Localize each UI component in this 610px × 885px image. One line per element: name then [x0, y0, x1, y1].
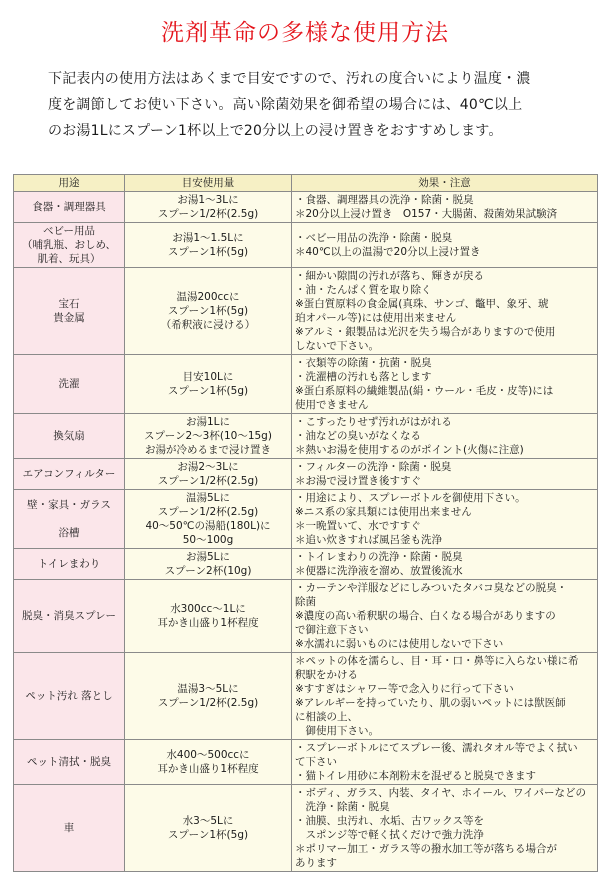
cell-line: ＊追い炊きすれば風呂釜も洗浄 [295, 534, 442, 546]
cell-line: ※ニス系の家具類には使用出来ません [295, 506, 472, 518]
cell-line: スプーン1杯(5g) [167, 246, 249, 258]
cell-line: ＊一晩置いて、水ですすぐ [295, 520, 421, 532]
cell-line: ・洗濯槽の汚れも落とします [295, 371, 432, 383]
use-cell [14, 549, 125, 580]
cell-line: エアコンフィルター [22, 468, 116, 480]
dose-cell [125, 223, 292, 268]
cell-line: 車 [63, 822, 75, 834]
cell-line: 耳かき山盛り1杯程度 [157, 617, 259, 629]
effect-cell [292, 459, 598, 490]
table-row [14, 355, 598, 414]
dose-cell [125, 740, 292, 785]
effect-cell [292, 192, 598, 223]
intro-text [48, 66, 568, 144]
cell-line: 洗浄・除菌・脱臭 [295, 801, 390, 813]
table-row [14, 740, 598, 785]
dose-cell [125, 549, 292, 580]
cell-line: 貴金属 [53, 312, 85, 324]
cell-line: 温湯5Lに [185, 492, 231, 504]
table-row [14, 653, 598, 740]
header-dose: 目安使用量 [125, 175, 292, 192]
table-row [14, 223, 598, 268]
cell-line: ※アルミ・銀製品は光沢を失う場合がありますので使用 [295, 326, 556, 338]
cell-line: お湯5Lに [185, 551, 231, 563]
use-cell [14, 223, 125, 268]
page-title: 洗剤革命の多様な使用方法 [161, 20, 449, 46]
table-row [14, 459, 598, 490]
cell-line: 肌着、玩具） [37, 253, 101, 265]
table-row [14, 268, 598, 355]
cell-line: 珀オパール等)には使用出来ません [295, 312, 457, 324]
cell-line: お湯が冷めるまで浸け置き [145, 444, 271, 456]
cell-line: ※水濡れに弱いものには使用しないで下さい [295, 638, 504, 650]
use-cell [14, 414, 125, 459]
cell-line: 宝石 [58, 298, 80, 310]
table-row [14, 490, 598, 549]
effect-cell [292, 355, 598, 414]
cell-line: 脱臭・消臭スプレー [21, 610, 117, 622]
cell-line: ＊熱いお湯を使用するのがポイント(火傷に注意) [295, 444, 524, 456]
cell-line: ・カーテンや洋服などにしみついたタバコ臭などの脱臭・ [295, 582, 568, 594]
usage-table [13, 174, 598, 872]
cell-line: スプーン2杯(10g) [164, 565, 252, 577]
header-use: 用途 [14, 175, 125, 192]
table-row [14, 192, 598, 223]
cell-line: ・用途により、スプレーボトルを御使用下さい。 [295, 492, 526, 504]
cell-line: ・トイレまわりの洗浄・除菌・脱臭 [295, 551, 463, 563]
intro-line: 度を調節してお使い下さい。高い除菌効果を御希望の場合には、40℃以上 [48, 97, 523, 113]
cell-line: ・油膜、虫汚れ、水垢、古ワックス等を [295, 815, 484, 827]
use-cell [14, 653, 125, 740]
effect-cell [292, 223, 598, 268]
use-cell [14, 192, 125, 223]
cell-line: 50～100g [182, 534, 234, 546]
dose-cell [125, 490, 292, 549]
intro-line: 下記表内の使用方法はあくまで目安ですので、汚れの度合いにより温度・濃 [48, 71, 531, 87]
cell-line: ＊40℃以上の温湯で20分以上浸け置き [295, 246, 481, 258]
cell-line: ・食器、調理器具の洗浄・除菌・脱臭 [295, 194, 474, 206]
cell-line: 温湯3～5Lに [177, 683, 239, 695]
effect-cell [292, 740, 598, 785]
dose-cell [125, 653, 292, 740]
cell-line: トイレまわり [37, 558, 101, 570]
cell-line: ペット汚れ 落とし [25, 690, 113, 702]
use-cell [14, 490, 125, 549]
cell-line: ＊ポリマー加工・ガラス等の撥水加工等が落ちる場合が [295, 843, 557, 855]
cell-line: スポンジ等で軽く拭くだけで強力洗浄 [295, 829, 484, 841]
cell-line: ・油・たんぱく質を取り除く [295, 284, 432, 296]
use-cell [14, 459, 125, 490]
use-cell [14, 785, 125, 872]
cell-line: ・油などの臭いがなくなる [295, 430, 421, 442]
cell-line: 食器・調理器具 [32, 201, 106, 213]
cell-line: ・衣類等の除菌・抗菌・脱臭 [295, 357, 432, 369]
cell-line: ・ボディ、ガラス、内装、タイヤ、ホイール、ワイパーなどの [295, 787, 586, 799]
cell-line: スプーン1/2杯(2.5g) [157, 208, 259, 220]
cell-line: あります [295, 857, 337, 869]
cell-line: 換気扇 [53, 430, 85, 442]
cell-line: （希釈液に浸ける） [160, 319, 256, 331]
cell-line: スプーン1杯(5g) [167, 829, 249, 841]
effect-cell [292, 549, 598, 580]
dose-cell [125, 268, 292, 355]
cell-line: スプーン2～3杯(10～15g) [144, 430, 272, 442]
cell-line: 除菌 [295, 596, 316, 608]
cell-line: ペット清拭・脱臭 [27, 756, 111, 768]
cell-line: 釈駅をかける [295, 669, 358, 681]
use-cell [14, 268, 125, 355]
cell-line: スプーン1/2杯(2.5g) [157, 506, 259, 518]
cell-line: お湯1～1.5Lに [172, 232, 244, 244]
cell-line: 壁・家具・ガラス [27, 499, 111, 511]
cell-line: 40～50℃の湯船(180L)に [145, 520, 271, 532]
cell-line: で御注意下さい [295, 624, 369, 636]
cell-line: ＊ペットの体を濡らし、目・耳・口・鼻等に入らない様に希 [295, 655, 579, 667]
cell-line: ベビー用品 [42, 225, 96, 237]
cell-line: 水400～500ccに [166, 749, 250, 761]
cell-line [17, 512, 121, 526]
cell-line: 水300cc～1Lに [170, 603, 246, 615]
use-cell [14, 580, 125, 653]
dose-cell [125, 414, 292, 459]
table-row [14, 580, 598, 653]
header-effect: 効果・注意 [292, 175, 598, 192]
table-body [14, 192, 598, 872]
cell-line: 洗濯 [58, 378, 80, 390]
cell-line: 水3～5Lに [182, 815, 234, 827]
cell-line: 使用できません [295, 399, 369, 411]
cell-line: スプーン1杯(5g) [167, 385, 249, 397]
cell-line: ※蛋白系原料の繊維製品(絹・ウール・毛皮・皮等)には [295, 385, 554, 397]
cell-line: しないで下さい。 [295, 340, 379, 352]
use-cell [14, 355, 125, 414]
effect-cell [292, 414, 598, 459]
effect-cell [292, 580, 598, 653]
cell-line: 浴槽 [58, 527, 80, 539]
table-row [14, 785, 598, 872]
cell-line: て下さい [295, 756, 337, 768]
cell-line: ・フィルターの洗浄・除菌・脱臭 [295, 461, 452, 473]
cell-line: ・猫トイレ用砂に本剤粉末を混ぜると脱臭できます [295, 770, 536, 782]
cell-line: ＊20分以上浸け置き O157・大腸菌、殺菌効果試験済 [295, 208, 558, 220]
cell-line: ・細かい隙間の汚れが落ち、輝きが戻る [295, 270, 484, 282]
cell-line: ※すすぎはシャワー等で念入りに行って下さい [295, 683, 514, 695]
cell-line: ※濃度の高い希釈駅の場合、白くなる場合がありますの [295, 610, 556, 622]
cell-line: お湯1Lに [185, 416, 231, 428]
cell-line: スプーン1杯(5g) [167, 305, 249, 317]
dose-cell [125, 785, 292, 872]
dose-cell [125, 580, 292, 653]
effect-cell [292, 268, 598, 355]
cell-line: （哺乳瓶、おしめ、 [21, 239, 117, 251]
intro-line: のお湯1Lにスプーン1杯以上で20分以上の浸け置きをおすすめします。 [48, 123, 503, 139]
cell-line: 御使用下さい。 [295, 725, 379, 737]
effect-cell [292, 785, 598, 872]
cell-line: ※アレルギーを持っていたり、肌の弱いペットには獣医師 [295, 697, 566, 709]
cell-line: ＊便器に洗浄液を溜め、放置後流水 [295, 565, 463, 577]
cell-line: お湯1～3Lに [177, 194, 239, 206]
cell-line: 耳かき山盛り1杯程度 [157, 763, 259, 775]
table-row [14, 549, 598, 580]
cell-line: ・こすったりせず汚れがはがれる [295, 416, 452, 428]
cell-line: 目安10Lに [182, 371, 234, 383]
cell-line: ＊お湯で浸け置き後すすぐ [295, 475, 422, 487]
cell-line: ・スプレーボトルにてスプレー後、濡れタオル等でよく拭い [295, 742, 578, 754]
cell-line: ※蛋白質原料の食金属(真珠、サンゴ、鼈甲、象牙、琥 [295, 298, 549, 310]
effect-cell [292, 490, 598, 549]
table-header-row [14, 175, 598, 192]
dose-cell [125, 459, 292, 490]
dose-cell [125, 355, 292, 414]
cell-line: スプーン1/2杯(2.5g) [157, 697, 259, 709]
use-cell [14, 740, 125, 785]
effect-cell [292, 653, 598, 740]
cell-line: お湯2～3Lに [177, 461, 239, 473]
cell-line: スプーン1/2杯(2.5g) [157, 475, 259, 487]
table-row [14, 414, 598, 459]
cell-line: に相談の上、 [295, 711, 358, 723]
cell-line: ・ベビー用品の洗浄・除菌・脱臭 [295, 232, 453, 244]
dose-cell [125, 192, 292, 223]
cell-line: 温湯200ccに [176, 291, 240, 303]
